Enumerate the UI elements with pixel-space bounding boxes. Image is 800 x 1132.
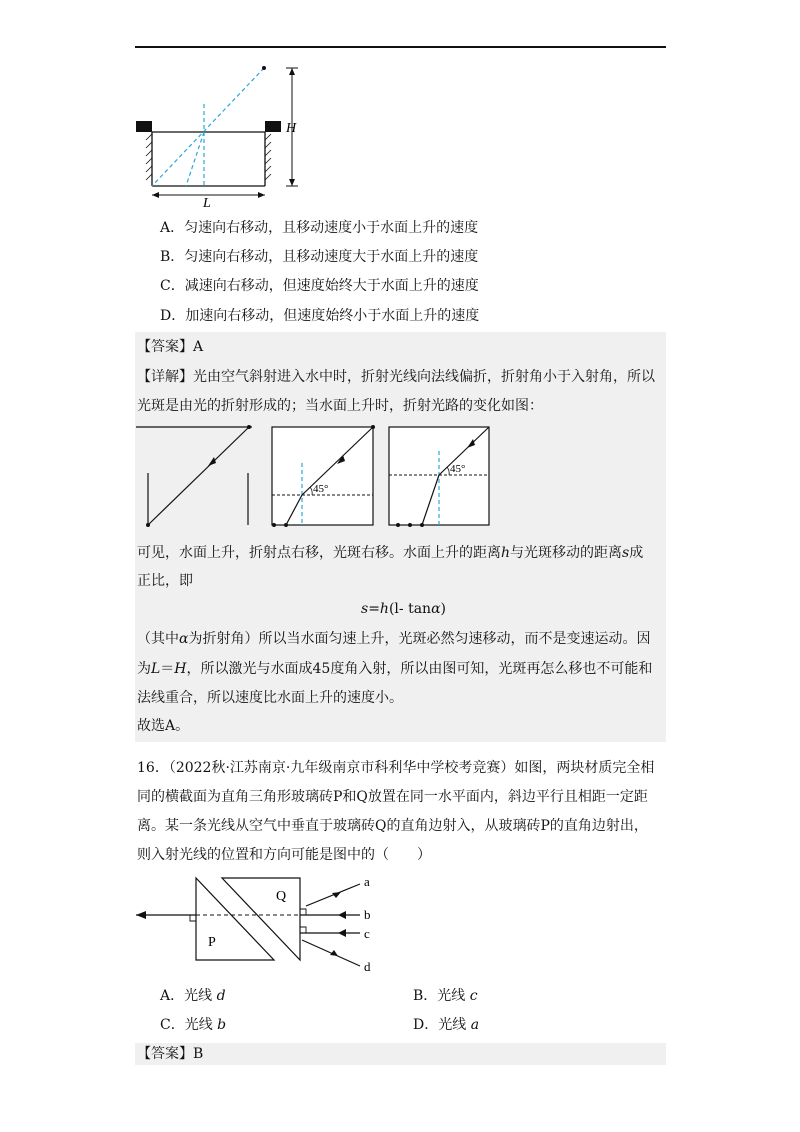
q15-formula: s=h(l- tanα) [361,601,446,617]
q15-detail-line-1: 【详解】光由空气斜射进入水中时，折射光线向法线偏折，折射角小于入射角，所以 [137,369,655,385]
ray-label-b: b [364,907,371,922]
prism-Q [222,878,300,960]
q15-explain-line-3: （其中α为折射角）所以当水面匀速上升，光斑必然匀速移动，而不是变速运动。因 [137,631,651,647]
angle-label-2: 45° [450,463,466,475]
label-P: P [208,935,216,950]
q16-option-a: A．光线 d [160,988,226,1004]
q16-option-d: D．光线 a [413,1017,480,1033]
laser-source [262,66,266,70]
q16-option-b: B．光线 c [413,988,478,1004]
q15-detail-line-2: 光斑是由光的折射形成的；当水面上升时，折射光路的变化如图： [137,398,543,414]
q15-explain-line-1: 可见，水面上升，折射点右移，光斑右移。水面上升的距离h与光斑移动的距离s成 [137,545,644,561]
ray-label-c: c [364,926,370,941]
q15-option-d: D．加速向右移动，但速度始终小于水面上升的速度 [160,308,480,324]
header-rule [135,46,666,48]
q16-stem-line-4: 则入射光线的位置和方向可能是图中的（ ） [137,847,431,863]
wall-hatching [146,134,271,180]
q15-option-b: B．匀速向右移动，且移动速度大于水面上升的速度 [160,249,479,265]
light-rays [152,68,264,186]
q15-answer-block [135,332,666,742]
q15-option-a: A．匀速向右移动，且移动速度小于水面上升的速度 [160,220,479,236]
q16-stem-line-3: 离。某一条光线从空气中垂直于玻璃砖Q的直角边射入，从玻璃砖P的直角边射出， [137,818,648,834]
tank-diagram [132,62,312,212]
q15-choice: 故选A。 [137,718,190,734]
q16-stem-line-1: 16．（2022秋·江苏南京·九年级南京市科利华中学校考竞赛）如图，两块材质完全相 [137,760,655,776]
left-block [136,121,152,132]
q15-option-c: C．减速向右移动，但速度始终大于水面上升的速度 [160,278,479,294]
right-block [265,121,281,132]
q15-explain-line-2: 正比，即 [137,573,193,589]
label-L: L [203,196,211,211]
q16-option-c: C．光线 b [160,1017,227,1033]
q16-answer: 【答案】B [137,1046,204,1062]
q16-stem-line-2: 同的横截面为直角三角形玻璃砖P和Q放置在同一水平面内，斜边平行且相距一定距 [137,789,648,805]
q15-answer: 【答案】A [137,339,204,355]
q16-answer-block [135,1043,666,1065]
q15-explain-line-4: 为L＝H，所以激光与水面成45度角入射，所以由图可知，光斑再怎么移也不可能和 [137,661,653,677]
angle-label-1: 45° [313,483,329,495]
refraction-figures [136,423,496,529]
ray-label-d: d [364,959,371,974]
q15-explain-line-5: 法线重合，所以速度比水面上升的速度小。 [137,690,403,706]
prism-diagram [132,866,392,978]
ray-label-a: a [364,874,370,889]
label-Q: Q [276,889,287,904]
label-H: H [286,121,297,136]
